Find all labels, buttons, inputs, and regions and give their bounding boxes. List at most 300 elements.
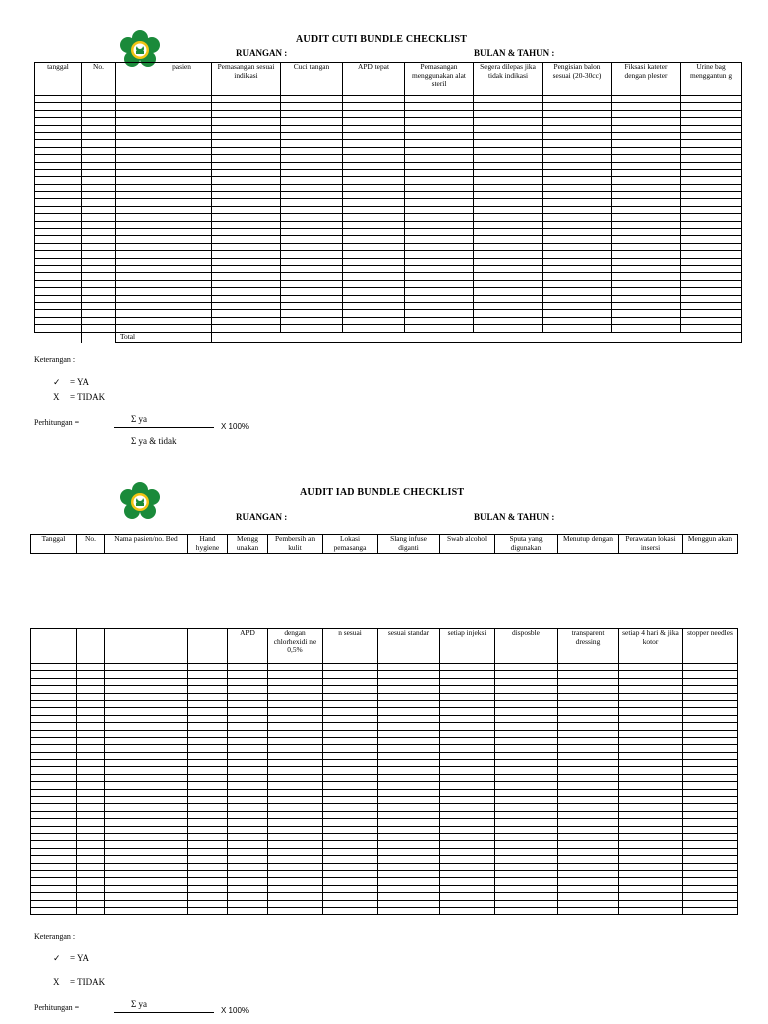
table-row — [35, 184, 742, 191]
table-row — [35, 236, 742, 243]
empty-cell — [619, 760, 683, 767]
empty-cell — [116, 155, 212, 162]
empty-cell — [612, 236, 681, 243]
empty-cell — [105, 863, 188, 870]
empty-cell — [105, 693, 188, 700]
empty-cell — [558, 723, 619, 730]
empty-cell — [619, 678, 683, 685]
empty-cell — [378, 752, 440, 759]
empty-cell — [268, 678, 323, 685]
empty-cell — [188, 863, 228, 870]
empty-cell — [474, 310, 543, 317]
empty-cell — [681, 325, 742, 332]
empty-cell — [212, 325, 281, 332]
table-row — [35, 125, 742, 132]
table-row — [31, 878, 738, 885]
empty-cell — [268, 870, 323, 877]
empty-cell — [612, 169, 681, 176]
empty-cell — [378, 678, 440, 685]
empty-cell — [440, 767, 495, 774]
empty-cell — [612, 280, 681, 287]
empty-cell — [188, 774, 228, 781]
empty-cell — [378, 693, 440, 700]
empty-cell — [188, 900, 228, 907]
empty-cell — [281, 184, 343, 191]
empty-cell — [619, 893, 683, 900]
empty-cell — [268, 730, 323, 737]
header-cell — [31, 629, 77, 664]
empty-cell — [105, 737, 188, 744]
empty-cell — [31, 671, 77, 678]
empty-cell — [116, 169, 212, 176]
empty-cell — [82, 236, 116, 243]
empty-cell — [343, 96, 405, 103]
empty-cell — [188, 804, 228, 811]
empty-cell — [343, 236, 405, 243]
empty-cell — [212, 317, 281, 324]
empty-cell — [228, 782, 268, 789]
empty-cell — [405, 118, 474, 125]
empty-cell — [268, 789, 323, 796]
empty-cell — [188, 745, 228, 752]
empty-cell — [77, 789, 105, 796]
empty-cell — [188, 811, 228, 818]
table-row — [35, 258, 742, 265]
empty-cell — [82, 184, 116, 191]
empty-cell — [281, 288, 343, 295]
table-row — [31, 774, 738, 781]
empty-cell — [77, 745, 105, 752]
empty-cell — [474, 265, 543, 272]
empty-cell — [619, 730, 683, 737]
table-row — [35, 243, 742, 250]
empty-cell — [681, 125, 742, 132]
empty-cell — [405, 310, 474, 317]
empty-cell — [543, 251, 612, 258]
empty-cell — [188, 737, 228, 744]
empty-cell — [116, 236, 212, 243]
empty-cell — [212, 118, 281, 125]
cross-icon: X — [53, 392, 60, 402]
table-row — [35, 96, 742, 103]
empty-cell — [681, 317, 742, 324]
empty-cell — [323, 678, 378, 685]
empty-cell — [105, 700, 188, 707]
empty-cell — [440, 693, 495, 700]
empty-cell — [35, 155, 82, 162]
empty-cell — [378, 863, 440, 870]
empty-cell — [35, 132, 82, 139]
table-row — [31, 752, 738, 759]
empty-cell — [683, 686, 738, 693]
empty-cell — [116, 310, 212, 317]
empty-cell — [681, 192, 742, 199]
empty-cell — [31, 900, 77, 907]
empty-cell — [281, 221, 343, 228]
empty-cell — [619, 664, 683, 671]
empty-cell — [31, 715, 77, 722]
empty-cell — [495, 686, 558, 693]
empty-cell — [281, 132, 343, 139]
empty-cell — [77, 737, 105, 744]
empty-cell — [77, 848, 105, 855]
empty-cell — [268, 715, 323, 722]
empty-cell — [543, 243, 612, 250]
empty-cell — [188, 678, 228, 685]
empty-cell — [35, 325, 82, 332]
empty-cell — [77, 723, 105, 730]
empty-cell — [474, 162, 543, 169]
empty-cell — [281, 147, 343, 154]
empty-cell — [681, 243, 742, 250]
empty-cell — [543, 147, 612, 154]
empty-cell — [116, 317, 212, 324]
cuti-bundle-table — [34, 62, 742, 343]
empty-cell — [474, 236, 543, 243]
empty-cell — [281, 110, 343, 117]
empty-cell — [116, 132, 212, 139]
empty-cell — [683, 811, 738, 818]
empty-cell — [188, 848, 228, 855]
empty-cell — [281, 325, 343, 332]
empty-cell — [116, 221, 212, 228]
empty-cell — [105, 848, 188, 855]
empty-cell — [558, 885, 619, 892]
empty-cell — [188, 885, 228, 892]
empty-cell — [619, 819, 683, 826]
empty-cell — [268, 856, 323, 863]
empty-cell — [405, 325, 474, 332]
empty-cell — [212, 295, 281, 302]
empty-cell — [228, 885, 268, 892]
empty-cell — [474, 206, 543, 213]
empty-cell — [378, 730, 440, 737]
empty-cell — [228, 841, 268, 848]
empty-cell — [268, 782, 323, 789]
header-cell: Fiksasi kateter dengan plester — [612, 63, 681, 96]
check-icon: ✓ — [53, 377, 61, 387]
empty-cell — [281, 273, 343, 280]
empty-cell — [268, 774, 323, 781]
empty-cell — [268, 811, 323, 818]
empty-cell — [105, 885, 188, 892]
empty-cell — [558, 907, 619, 914]
fraction-line — [114, 1012, 214, 1013]
header-cell: n sesuai — [323, 629, 378, 664]
empty-cell — [35, 251, 82, 258]
empty-cell — [619, 811, 683, 818]
empty-cell — [378, 767, 440, 774]
empty-cell — [116, 288, 212, 295]
table-row — [35, 273, 742, 280]
header-cell: Mengg unakan — [228, 535, 268, 554]
empty-cell — [681, 265, 742, 272]
empty-cell — [683, 893, 738, 900]
empty-cell — [268, 671, 323, 678]
empty-cell — [343, 162, 405, 169]
empty-cell — [105, 900, 188, 907]
empty-cell — [378, 819, 440, 826]
table-row — [31, 804, 738, 811]
fraction-line — [114, 427, 214, 428]
empty-cell — [343, 169, 405, 176]
empty-cell — [116, 140, 212, 147]
empty-cell — [212, 221, 281, 228]
empty-cell — [558, 730, 619, 737]
empty-cell — [378, 664, 440, 671]
cross-icon: X — [53, 977, 60, 987]
empty-cell — [212, 273, 281, 280]
table-row — [31, 856, 738, 863]
empty-cell — [323, 686, 378, 693]
empty-cell — [440, 856, 495, 863]
empty-cell — [681, 110, 742, 117]
header-cell: No. — [82, 63, 116, 96]
empty-cell — [543, 280, 612, 287]
header-cell: Menggun akan — [683, 535, 738, 554]
empty-cell — [228, 745, 268, 752]
empty-cell — [558, 686, 619, 693]
empty-cell — [612, 184, 681, 191]
empty-cell — [35, 184, 82, 191]
table-row — [31, 885, 738, 892]
empty-cell — [378, 856, 440, 863]
empty-cell — [116, 273, 212, 280]
empty-cell — [188, 752, 228, 759]
empty-cell — [228, 693, 268, 700]
empty-cell — [116, 110, 212, 117]
table-row — [31, 907, 738, 914]
empty-cell — [405, 206, 474, 213]
empty-cell — [116, 295, 212, 302]
empty-cell — [378, 878, 440, 885]
empty-cell — [35, 140, 82, 147]
empty-cell — [77, 819, 105, 826]
empty-cell — [681, 199, 742, 206]
empty-cell — [378, 907, 440, 914]
empty-cell — [212, 243, 281, 250]
empty-cell — [343, 243, 405, 250]
empty-cell — [343, 103, 405, 110]
empty-cell — [681, 184, 742, 191]
table-row — [31, 723, 738, 730]
empty-cell — [405, 169, 474, 176]
empty-cell — [474, 273, 543, 280]
table-row — [35, 206, 742, 213]
header-cell: Swab alcohol — [440, 535, 495, 554]
empty-cell — [619, 870, 683, 877]
empty-cell — [212, 96, 281, 103]
table-row — [31, 826, 738, 833]
header-cell: Menutup dengan — [558, 535, 619, 554]
empty-cell — [343, 317, 405, 324]
empty-cell — [228, 789, 268, 796]
empty-cell — [440, 730, 495, 737]
empty-cell — [378, 745, 440, 752]
empty-cell — [495, 826, 558, 833]
empty-cell — [77, 693, 105, 700]
empty-cell — [31, 811, 77, 818]
empty-cell — [612, 221, 681, 228]
header-cell: transparent dressing — [558, 629, 619, 664]
empty-cell — [188, 715, 228, 722]
empty-cell — [558, 804, 619, 811]
empty-cell — [683, 900, 738, 907]
empty-cell — [405, 132, 474, 139]
empty-cell — [440, 878, 495, 885]
empty-cell — [619, 767, 683, 774]
empty-cell — [35, 192, 82, 199]
empty-cell — [619, 737, 683, 744]
empty-cell — [343, 258, 405, 265]
empty-cell — [31, 893, 77, 900]
empty-cell — [343, 251, 405, 258]
empty-cell — [323, 907, 378, 914]
empty-cell — [82, 155, 116, 162]
empty-cell — [188, 686, 228, 693]
table-row — [35, 132, 742, 139]
empty-cell — [612, 258, 681, 265]
empty-cell — [31, 870, 77, 877]
empty-cell — [228, 723, 268, 730]
empty-cell — [495, 885, 558, 892]
empty-cell — [82, 310, 116, 317]
table-row — [35, 317, 742, 324]
empty-cell — [543, 273, 612, 280]
empty-cell — [268, 841, 323, 848]
empty-cell — [495, 708, 558, 715]
empty-cell — [495, 789, 558, 796]
empty-cell — [228, 797, 268, 804]
empty-cell — [681, 103, 742, 110]
empty-cell — [116, 184, 212, 191]
empty-cell — [323, 737, 378, 744]
empty-cell — [683, 715, 738, 722]
empty-cell — [612, 214, 681, 221]
empty-cell — [212, 132, 281, 139]
empty-cell — [323, 804, 378, 811]
section2-numerator: Σ ya — [131, 999, 147, 1009]
empty-cell — [612, 310, 681, 317]
empty-cell — [612, 206, 681, 213]
header-cell: disposble — [495, 629, 558, 664]
empty-cell — [558, 826, 619, 833]
empty-cell — [31, 782, 77, 789]
empty-cell — [405, 214, 474, 221]
empty-cell — [683, 789, 738, 796]
empty-cell — [681, 155, 742, 162]
empty-cell — [281, 258, 343, 265]
empty-cell — [558, 678, 619, 685]
empty-cell — [619, 885, 683, 892]
empty-cell — [474, 258, 543, 265]
empty-cell — [35, 302, 82, 309]
empty-cell — [474, 199, 543, 206]
empty-cell — [619, 752, 683, 759]
empty-cell — [116, 229, 212, 236]
empty-cell — [495, 804, 558, 811]
empty-cell — [612, 273, 681, 280]
check-icon: ✓ — [53, 953, 61, 963]
empty-cell — [683, 737, 738, 744]
empty-cell — [543, 258, 612, 265]
empty-cell — [440, 804, 495, 811]
table-row — [35, 310, 742, 317]
empty-cell — [281, 214, 343, 221]
empty-cell — [495, 907, 558, 914]
empty-cell — [228, 870, 268, 877]
empty-cell — [228, 804, 268, 811]
section2-tidak-label: = TIDAK — [70, 977, 106, 987]
empty-cell — [82, 96, 116, 103]
empty-cell — [558, 878, 619, 885]
empty-cell — [495, 774, 558, 781]
empty-cell — [343, 192, 405, 199]
empty-cell — [440, 700, 495, 707]
empty-cell — [543, 317, 612, 324]
empty-cell — [116, 325, 212, 332]
empty-cell — [558, 745, 619, 752]
table-row — [31, 893, 738, 900]
empty-cell — [543, 302, 612, 309]
empty-cell — [343, 288, 405, 295]
empty-cell — [228, 664, 268, 671]
table-row — [35, 221, 742, 228]
empty-cell — [440, 723, 495, 730]
empty-cell — [35, 295, 82, 302]
empty-cell — [558, 848, 619, 855]
empty-cell — [495, 760, 558, 767]
empty-cell — [612, 295, 681, 302]
table-row — [31, 833, 738, 840]
empty-cell — [228, 678, 268, 685]
empty-cell — [495, 848, 558, 855]
empty-cell — [281, 162, 343, 169]
empty-cell — [378, 833, 440, 840]
empty-cell — [105, 789, 188, 796]
empty-cell — [35, 258, 82, 265]
empty-cell — [405, 184, 474, 191]
header-cell — [188, 629, 228, 664]
empty-cell — [378, 686, 440, 693]
empty-cell — [105, 782, 188, 789]
empty-cell — [440, 686, 495, 693]
header-cell: Pengisian balon sesuai (20-30cc) — [543, 63, 612, 96]
empty-cell — [495, 664, 558, 671]
empty-cell — [268, 745, 323, 752]
empty-cell — [188, 826, 228, 833]
header-cell — [105, 629, 188, 664]
empty-cell — [188, 819, 228, 826]
empty-cell — [105, 856, 188, 863]
empty-cell — [228, 760, 268, 767]
section2-keterangan: Keterangan : — [34, 932, 76, 941]
empty-cell — [116, 162, 212, 169]
header-cell: APD — [228, 629, 268, 664]
empty-cell — [683, 863, 738, 870]
empty-cell — [212, 192, 281, 199]
empty-cell — [77, 893, 105, 900]
empty-cell — [82, 177, 116, 184]
empty-cell — [77, 782, 105, 789]
empty-cell — [82, 265, 116, 272]
empty-cell — [105, 826, 188, 833]
header-cell: Segera dilepas jika tidak indikasi — [474, 63, 543, 96]
empty-cell — [212, 110, 281, 117]
empty-cell — [495, 863, 558, 870]
empty-cell — [82, 199, 116, 206]
header-cell: Sputa yang digunakan — [495, 535, 558, 554]
